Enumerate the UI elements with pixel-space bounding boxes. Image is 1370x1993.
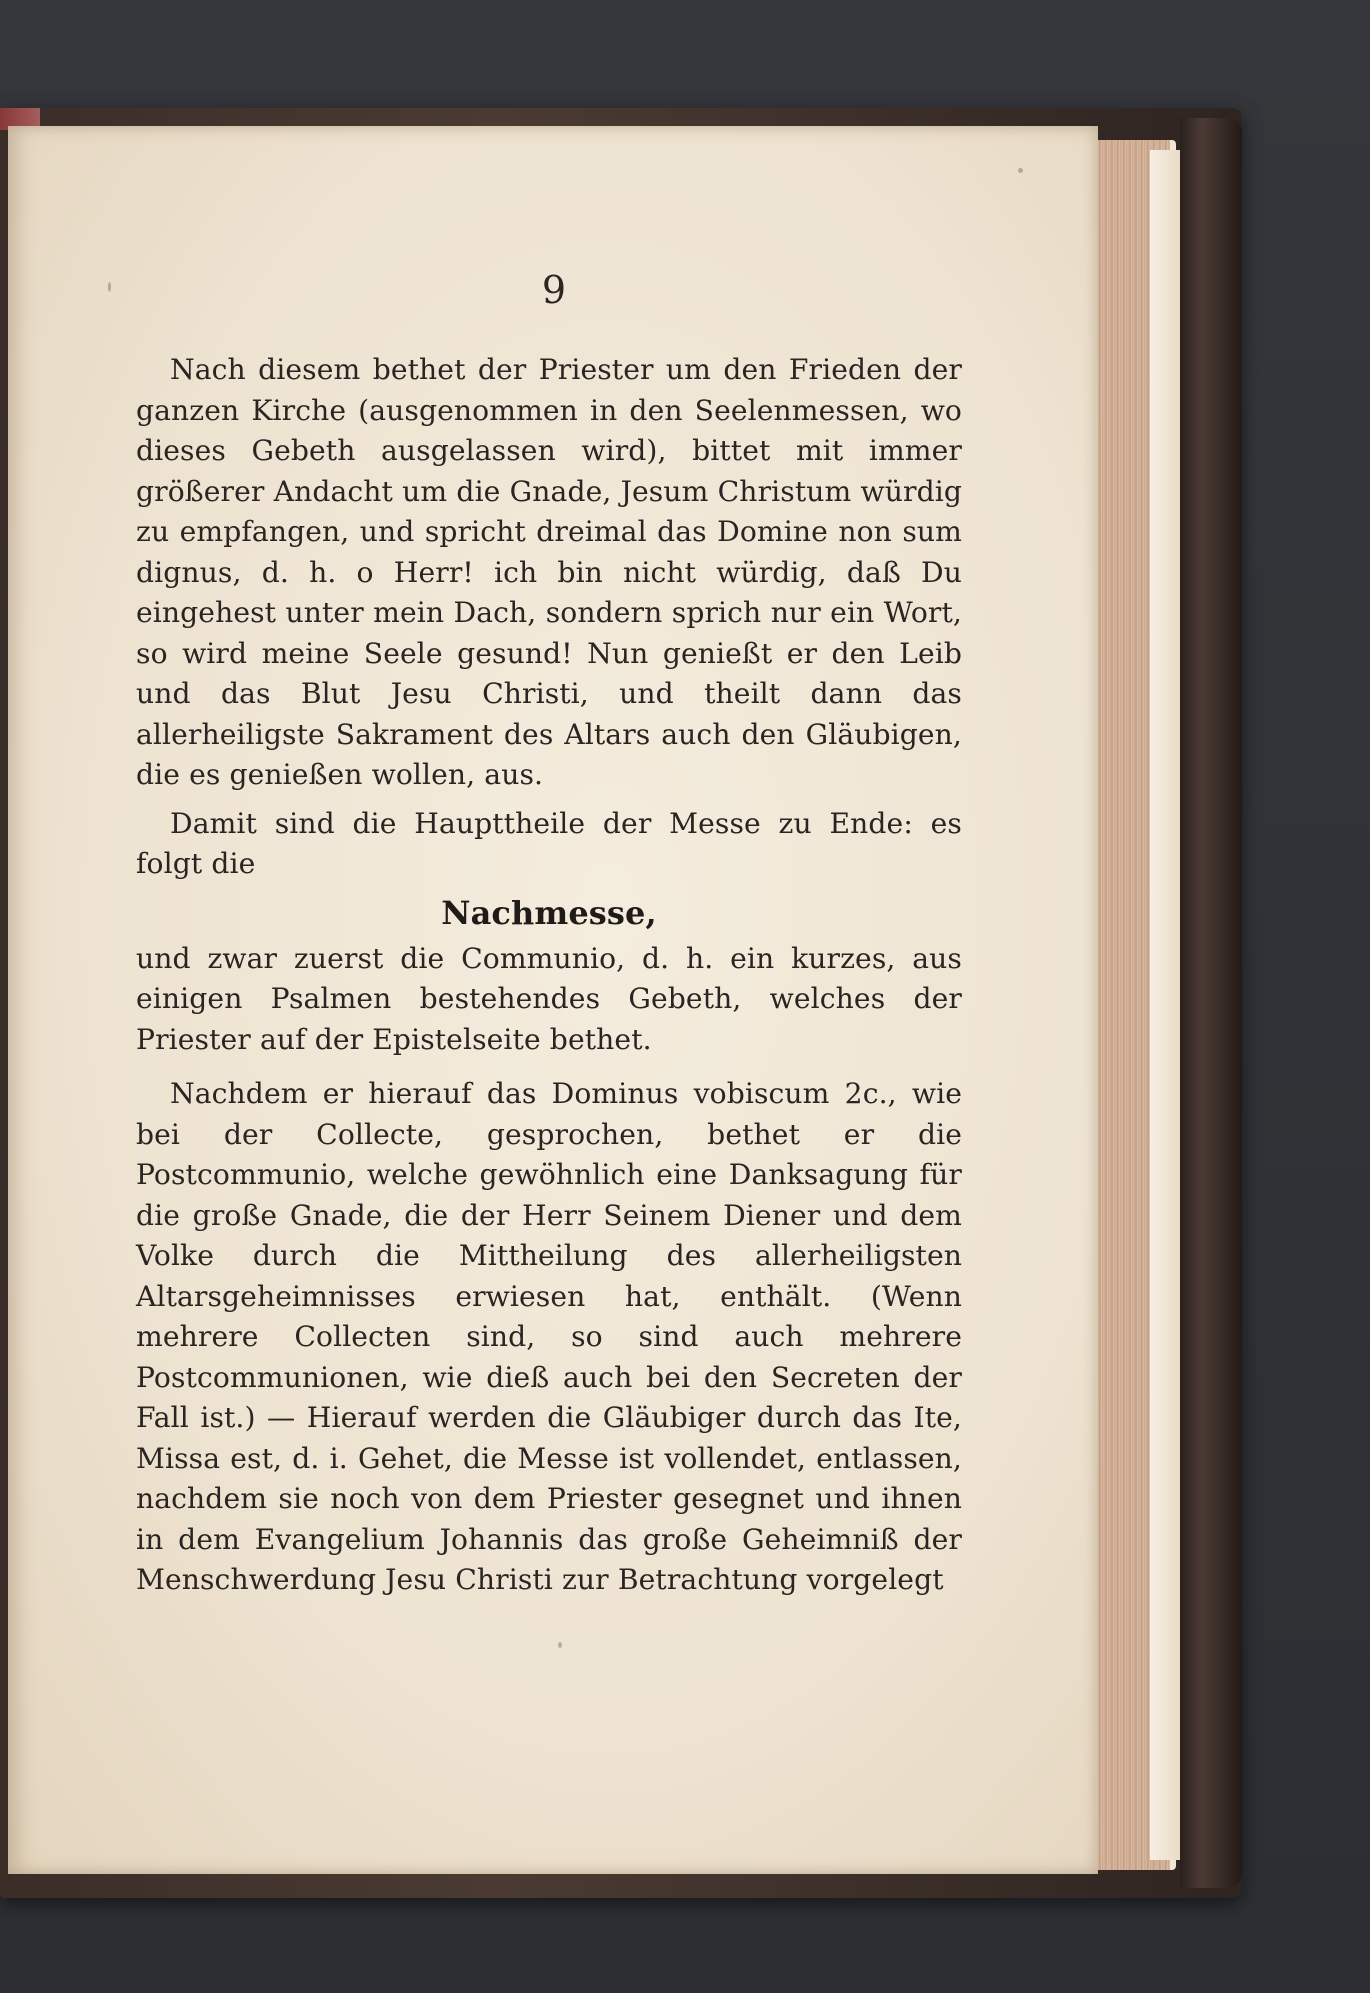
paper-speck <box>1018 168 1023 173</box>
book-cover-edge <box>1180 118 1242 1888</box>
paper-speck <box>558 1642 562 1648</box>
paragraph-1: Nach diesem bethet der Priester um den Frieden der ganzen Kirche (ausgenommen in den Seelenmessen, wo dieses Gebeth ausgelassen wird), bittet mit immer größerer Andacht um die Gnade, Jesum Christum würdig zu empfangen, und spricht dreimal das Domine non sum dignus, d. h. o Herr! ich bin nicht würdig, daß Du eingehest unter mein Dach, sondern sprich nur ein Wort, so wird meine Seele gesund! Nun genießt er den Leib und das Blut Jesu Christi, und theilt dann das allerheiligste Sakrament des Altars auch den Gläubigen, die es genießen wollen, aus. <box>136 353 962 791</box>
paragraph-2: Damit sind die Haupttheile der Messe zu Ende: es folgt die <box>136 806 962 880</box>
paragraph-3: und zwar zuerst die Communio, d. h. ein kurzes, aus einigen Psalmen bestehendes Gebeth, welches der Priester auf der Epistelseite bethet. <box>136 941 962 1056</box>
section-heading: Nachmesse, <box>441 893 657 932</box>
paper-speck <box>108 282 111 292</box>
page-number: 9 <box>541 268 567 312</box>
paragraph-4: Nachdem er hierauf das Dominus vobiscum 2c., wie bei der Collecte, gesprochen, bethet er die Postcommunio, welche gewöhnlich eine Danksagung für die große Gnade, die der Herr Seinem Diener und dem Volke durch die Mittheilung des allerheiligsten Altarsgeheimnisses erwiesen hat, enthält. (Wenn mehrere Collecten sind, so sind auch mehrere Postcommunionen, wie dieß auch bei den Secreten der Fall ist.) — Hierauf werden die Gläubiger durch das Ite, Missa est, d. i. Gehet, die Messe ist vollendet, entlassen, nachdem sie noch von dem Priester gesegnet und ihnen in dem Evangelium Johannis das große Geheimniß der Menschwerdung Jesu Christi zur Betrachtung vorgelegt <box>136 1077 962 1596</box>
page-stack-light <box>1150 150 1180 1860</box>
page-text <box>136 350 962 1601</box>
